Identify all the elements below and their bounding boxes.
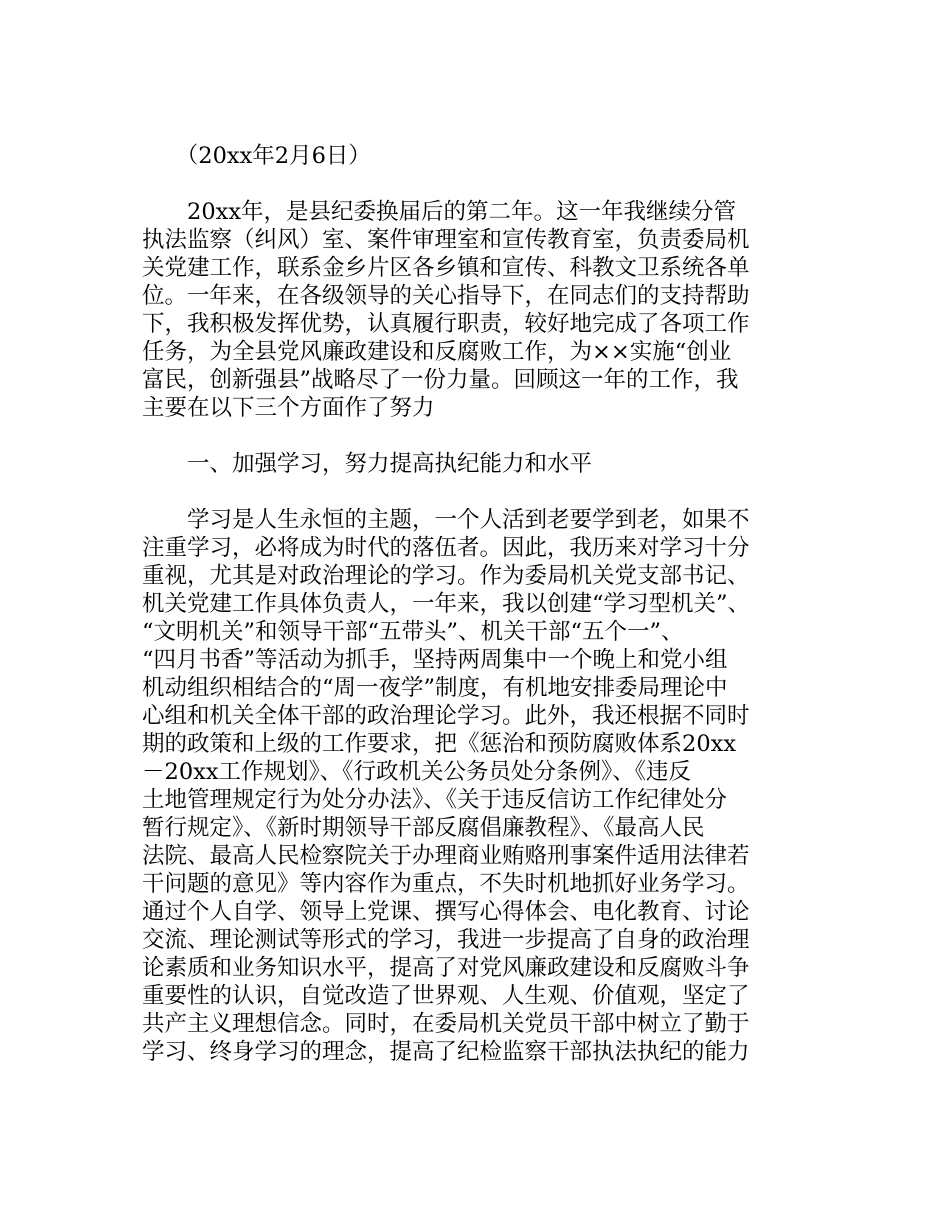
paragraph-gap: [142, 422, 814, 450]
body-line: 暂行规定》、《新时期领导干部反腐倡廉教程》、《最高人民: [142, 815, 705, 841]
body-line: 重视，尤其是对政治理论的学习。作为委局机关党支部书记、: [142, 563, 750, 589]
body-paragraph: [142, 506, 814, 1066]
body-line: 干问题的意见》等内容作为重点，不失时机地抓好业务学习。: [142, 871, 750, 897]
body-line: 通过个人自学、领导上党课、撰写心得体会、电化教育、讨论: [142, 899, 750, 925]
body-line: 土地管理规定行为处分办法》、《关于违反信访工作纪律处分: [142, 787, 728, 813]
intro-line: 执法监察（纠风）室、案件审理室和宣传教育室，负责委局机: [142, 227, 750, 253]
intro-line: 关党建工作，联系金乡片区各乡镇和宣传、科教文卫系统各单: [142, 255, 750, 281]
body-line: 注重学习，必将成为时代的落伍者。因此，我历来对学习十分: [142, 535, 750, 561]
intro-paragraph: [142, 198, 814, 422]
paragraph-gap: [142, 170, 814, 198]
document-page: [142, 142, 814, 1066]
body-line: 心组和机关全体干部的政治理论学习。此外，我还根据不同时: [142, 703, 750, 729]
body-line: “文明机关”和领导干部“五带头”、机关干部“五个一”、: [142, 619, 684, 645]
intro-line: 下，我积极发挥优势，认真履行职责，较好地完成了各项工作: [142, 311, 750, 337]
paragraph-gap: [142, 478, 814, 506]
body-line: 共产主义理想信念。同时，在委局机关党员干部中树立了勤于: [142, 1011, 750, 1037]
body-line: 学习、终身学习的理念，提高了纪检监察干部执法执纪的能力: [142, 1039, 750, 1065]
body-line: 交流、理论测试等形式的学习，我进一步提高了自身的政治理: [142, 927, 750, 953]
intro-line: 位。一年来，在各级领导的关心指导下，在同志们的支持帮助: [142, 283, 750, 309]
intro-line: 任务，为全县党风廉政建设和反腐败工作，为××实施“创业: [142, 339, 732, 365]
intro-line: 20xx年，是县纪委换届后的第二年。这一年我继续分管: [142, 199, 737, 225]
body-line: 论素质和业务知识水平，提高了对党风廉政建设和反腐败斗争: [142, 955, 750, 981]
body-line: 学习是人生永恒的主题，一个人活到老要学到老，如果不: [142, 507, 750, 533]
body-line: 机关党建工作具体负责人，一年来，我以创建“学习型机关”、: [142, 591, 751, 617]
date-line: （20xx年2月6日）: [142, 143, 371, 169]
body-line: 法院、最高人民检察院关于办理商业贿赂刑事案件适用法律若: [142, 843, 750, 869]
intro-line: 富民，创新强县”战略尽了一份力量。回顾这一年的工作，我: [142, 367, 739, 393]
body-line: －20xx工作规划》、《行政机关公务员处分条例》、《违反: [142, 759, 692, 785]
body-line: 机动组织相结合的“周一夜学”制度，有机地安排委局理论中: [142, 675, 728, 701]
body-line: 重要性的认识，自觉改造了世界观、人生观、价值观，坚定了: [142, 983, 750, 1009]
intro-line: 主要在以下三个方面作了努力: [142, 395, 435, 421]
body-line: 期的政策和上级的工作要求，把《惩治和预防腐败体系20xx: [142, 731, 737, 757]
body-line: “四月书香”等活动为抓手，坚持两周集中一个晚上和党小组: [142, 647, 728, 673]
section-heading: 一、加强学习，努力提高执纪能力和水平: [142, 451, 593, 477]
